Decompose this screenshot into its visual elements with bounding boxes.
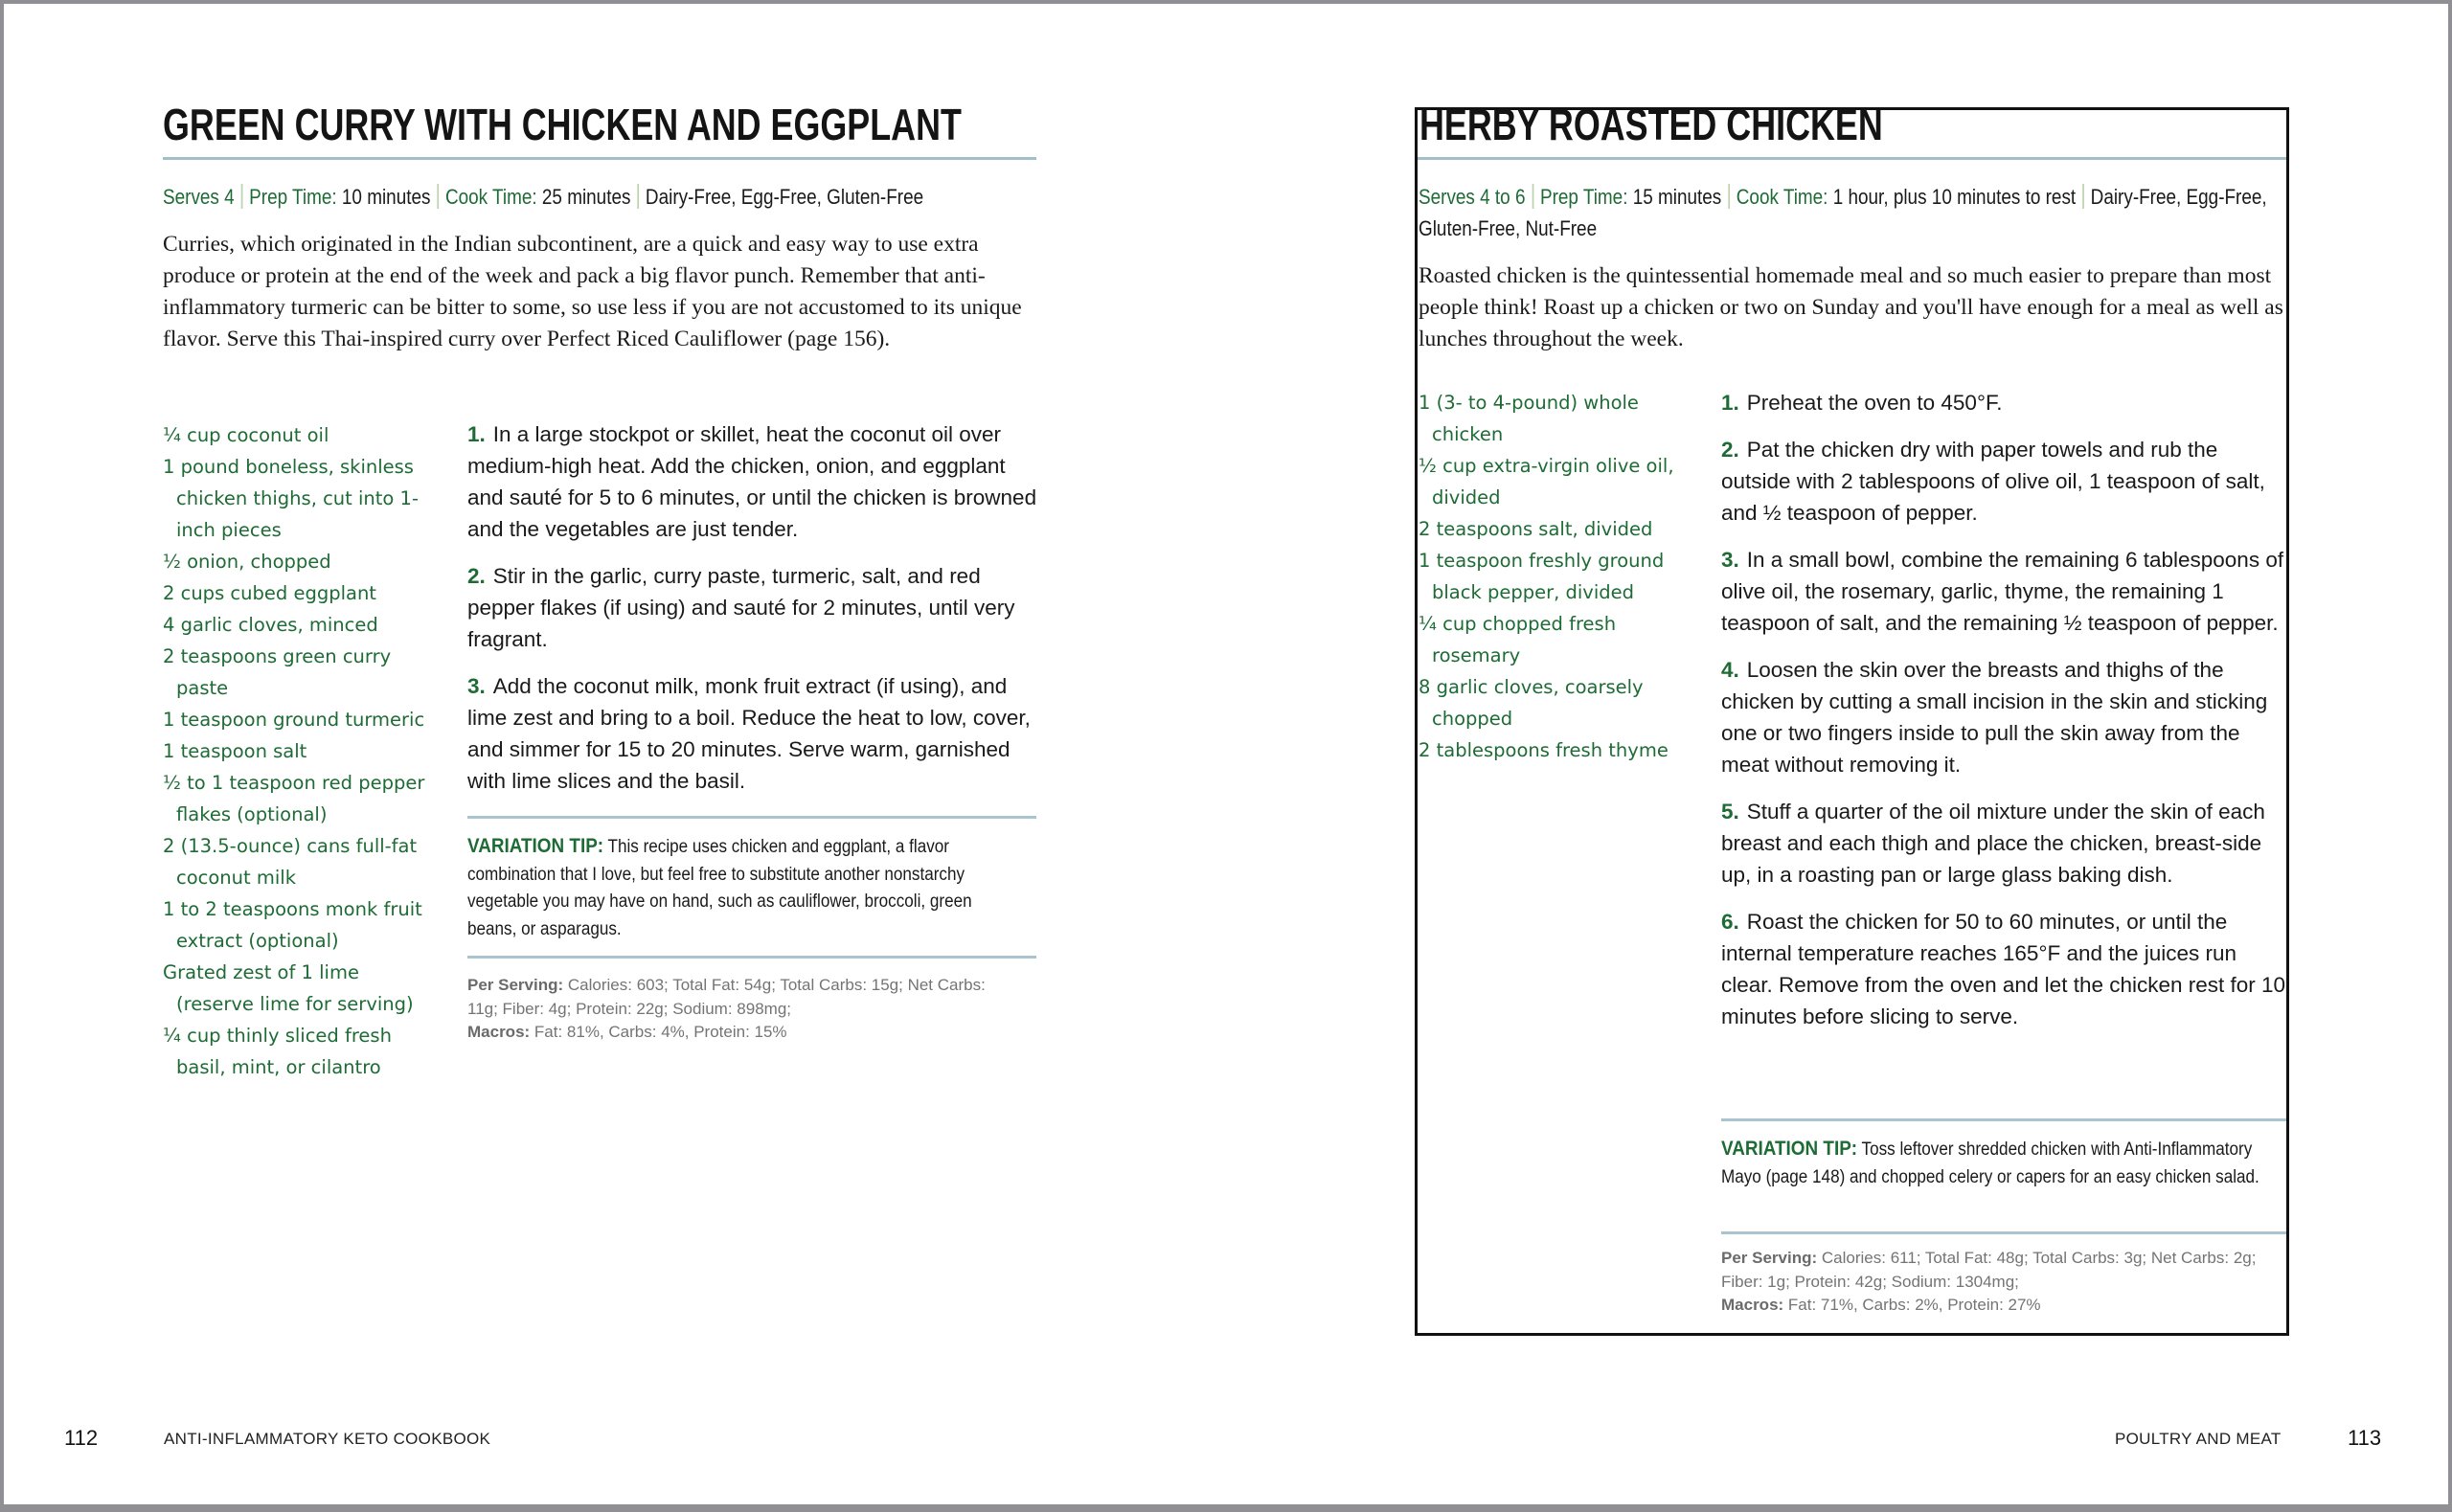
cook-value: 25 minutes [541,185,631,209]
ingredient-item: 2 cups cubed eggplant [163,582,376,604]
ingredient-item: 4 garlic cloves, minced [163,614,378,636]
step-item [467,418,1038,545]
ingredient-item: 2 (13.5-ounce) cans full-fat coconut milk [163,835,418,889]
running-head-left: ANTI-INFLAMMATORY KETO COOKBOOK [164,1430,491,1448]
ingredient-item: 1 teaspoon salt [163,740,307,762]
step-number: 2. [1721,438,1739,462]
step-item [467,670,1038,797]
ingredient-item: ¼ cup coconut oil [163,424,329,446]
cook-label: Cook Time: [444,185,537,209]
ingredient-item: 2 tablespoons fresh thyme [1419,739,1669,761]
prep-label: Prep Time: [249,185,337,209]
tip-divider-bottom [467,956,1036,959]
meta-separator [241,184,243,209]
ingredient-item: 1 pound boneless, skinless chicken thighs, cut into 1-inch pieces [163,456,420,541]
title-divider [163,157,1036,160]
diet-tags: Dairy-Free, Egg-Free, Gluten-Free [645,185,924,209]
macros-label: Macros: [467,1023,531,1041]
serves: Serves 4 [163,185,235,209]
step-text: Preheat the oven to 450°F. [1746,391,2003,415]
prep-label: Prep Time: [1539,185,1628,209]
recipe-title: HERBY ROASTED CHICKEN [1419,100,1883,149]
step-number: 3. [467,674,486,698]
ingredient-item: 8 garlic cloves, coarsely chopped [1419,676,1644,730]
cook-label: Cook Time: [1736,185,1828,209]
ingredient-item: ½ onion, chopped [163,551,331,573]
tip-text: Toss leftover shredded chicken with Anti-Inflammatory Mayo (page 148) and chopped celery or capers for an easy chicken salad. [1721,1140,2259,1187]
ingredient-item: 2 teaspoons green curry paste [163,645,392,699]
ingredients-list [163,419,441,1083]
per-serving-values: Calories: 603; Total Fat: 54g; Total Carbs: 15g; Net Carbs: 11g; Fiber: 4g; Protein: 22g; Sodium: 898mg; [467,976,986,1018]
per-serving-label: Per Serving: [467,976,564,994]
ingredient-item: Grated zest of 1 lime (reserve lime for serving) [163,961,414,1015]
tip-text: This recipe uses chicken and eggplant, a flavor combination that I love, but feel free to substitute another nonstarchy vegetable you may have on hand, such as cauliflower, broccoli, green beans, or asparagus. [467,837,972,939]
recipe-intro: Roasted chicken is the quintessential homemade meal and so much easier to prepare than most people think! Roast up a chicken or two on Sunday and you'll have enough for a meal as well as lunches throughout the week. [1419,263,2283,351]
ingredient-item: ¼ cup thinly sliced fresh basil, mint, or cilantro [163,1025,392,1078]
step-number: 1. [1721,391,1739,415]
step-text: In a small bowl, combine the remaining 6 tablespoons of olive oil, the rosemary, garlic, thyme, the remaining 1 teaspoon of salt, and the remaining ½ teaspoon of pepper. [1721,548,2284,635]
page-number-right: 113 [2348,1426,2382,1450]
tip-divider-top [467,816,1036,819]
step-text: Loosen the skin over the breasts and thighs of the chicken by cutting a small incision in the skin and sticking one or two fingers inside to pull the skin away from the meat without removing it. [1721,658,2268,777]
step-text: Stuff a quarter of the oil mixture under the skin of each breast and each thigh and place the chicken, breast-side up, in a roasting pan or large glass baking dish. [1721,800,2265,887]
step-number: 2. [467,564,486,588]
step-item [467,560,1038,655]
tip-label: VARIATION TIP: [467,835,604,857]
ingredient-item: ½ cup extra-virgin olive oil, divided [1419,455,1674,508]
recipe-title: GREEN CURRY WITH CHICKEN AND EGGPLANT [163,100,962,149]
step-number: 6. [1721,910,1739,934]
ingredient-item: ¼ cup chopped fresh rosemary [1419,613,1617,666]
step-text: Roast the chicken for 50 to 60 minutes, or until the internal temperature reaches 165°F and the juices run clear. Remove from the oven and let the chicken rest for 10 minutes before slicing to serve. [1721,910,2286,1028]
ingredient-item: 1 (3- to 4-pound) whole chicken [1419,392,1639,445]
recipe-meta [163,181,1053,213]
step-number: 1. [467,422,486,446]
nutrition-info [467,974,1004,1045]
steps-list [467,418,1038,812]
macros-values: Fat: 81%, Carbs: 4%, Protein: 15% [534,1023,787,1041]
running-head-right: POULTRY AND MEAT [2115,1430,2282,1448]
macros-values: Fat: 71%, Carbs: 2%, Protein: 27% [1787,1296,2041,1314]
ingredient-item: 1 teaspoon freshly ground black pepper, divided [1419,550,1665,603]
meta-separator [637,184,639,209]
cook-value: 1 hour, plus 10 minutes to rest [1832,185,2077,209]
macros-label: Macros: [1721,1296,1784,1314]
selected-recipe-highlight[interactable] [1415,107,2289,1336]
step-text: Stir in the garlic, curry paste, turmeric, salt, and red pepper flakes (if using) and sauté for 2 minutes, until very fragrant. [467,564,1015,651]
ingredient-item: ½ to 1 teaspoon red pepper flakes (optional) [163,772,425,825]
tip-label: VARIATION TIP: [1721,1138,1858,1160]
serves: Serves 4 to 6 [1419,185,1526,209]
page-number-left: 112 [64,1426,99,1450]
step-text: Pat the chicken dry with paper towels and rub the outside with 2 tablespoons of olive oil, 1 teaspoon of salt, and ½ teaspoon of pepper. [1721,438,2265,525]
ingredient-item: 1 teaspoon ground turmeric [163,709,425,731]
step-number: 3. [1721,548,1739,572]
diet-tags: Dairy-Free, Egg-Free, Gluten-Free, Nut-Free [1419,185,2267,240]
meta-separator [437,184,439,209]
per-serving-values: Calories: 611; Total Fat: 48g; Total Carbs: 3g; Net Carbs: 2g; Fiber: 1g; Protein: 42g; Sodium: 1304mg; [1721,1249,2257,1291]
per-serving-label: Per Serving: [1721,1249,1818,1267]
step-number: 4. [1721,658,1739,682]
ingredient-item: 2 teaspoons salt, divided [1419,518,1653,540]
step-number: 5. [1721,800,1739,824]
step-text: Add the coconut milk, monk fruit extract (if using), and lime zest and bring to a boil. Reduce the heat to low, cover, and simmer for 15 to 20 minutes. Serve warm, garnished with lime slices and the basil. [467,674,1031,793]
variation-tip [467,833,1019,943]
ingredient-item: 1 to 2 teaspoons monk fruit extract (optional) [163,898,422,952]
prep-value: 15 minutes [1632,185,1722,209]
prep-value: 10 minutes [341,185,431,209]
recipe-intro: Curries, which originated in the Indian subcontinent, are a quick and easy way to use extra produce or protein at the end of the week and pack a big flavor punch. Remember that anti-inflammatory turmeric can be bitter to some, so use less if you are not accustomed to its unique flavor. Serve this Thai-inspired curry over Perfect Riced Cauliflower (page 156). [163,232,1022,351]
step-text: In a large stockpot or skillet, heat the coconut oil over medium-high heat. Add the chicken, onion, and eggplant and sauté for 5 to 6 minutes, or until the chicken is browned and the vegetables are just tender. [467,422,1037,541]
